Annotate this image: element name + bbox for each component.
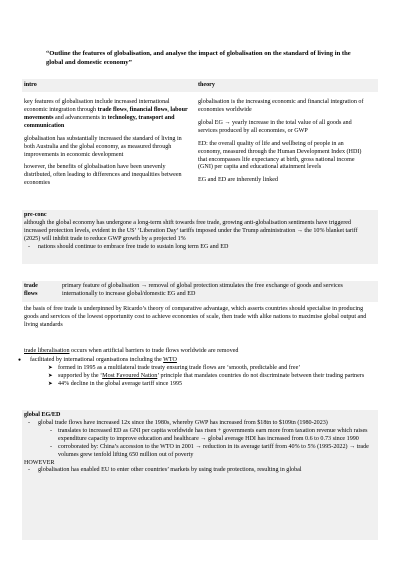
essay-question: “Outline the features of globalisation, and analyse the impact of globalisation on the standard of living in the global and domestic economy” xyxy=(46,50,351,66)
theory-paragraph-ed: ED: the overall quality of life and wellbeing of people in an economy, measured through the Human Development Index (HDI) that encompasses life expectancy at birth, gross national income (GNI) per capita and educational attainment levels xyxy=(198,140,362,171)
preconc-list-item: - nations should continue to embrace free trade to sustain long term EG and ED xyxy=(24,244,374,252)
however-label: HOWEVER xyxy=(24,459,55,466)
global-eg-item-eu: - globalisation has enabled EU to enter other countries’ markets by using trade protections, resulting in global xyxy=(24,467,374,475)
global-eg-sub-china: - corroborated by: China’s accession to the WTO in 2001 → reduction in its average tariff from 40% to 5% (1995-2022) → trade volumes grew tenfold lifting 650 million out of poverty xyxy=(0,444,374,460)
global-eg-item-trade: - global trade flows have increased 12x since the 1980s, whereby GWP has increased from $18tn to $109tn (1980-2023) xyxy=(24,420,374,428)
wto-bullet: ● facilitated by international organisations including the WTO xyxy=(0,357,374,365)
trade-flows-heading: trade flows xyxy=(24,283,38,297)
trade-liberalisation-section xyxy=(24,348,374,389)
global-eg-list xyxy=(24,420,374,428)
global-eg-list-2 xyxy=(24,467,374,475)
preconc-heading: pre-conc xyxy=(24,212,47,218)
wto-detail-tariff: ➤ 44% decline in the global average tariff since 1995 xyxy=(0,381,374,389)
theory-heading: theory xyxy=(198,82,215,88)
trade-flows-summary: primary feature of globalisation → removal of global protection stimulates the free exchange of goods and services internationally to increase global/domestic EG and ED xyxy=(62,283,343,297)
theory-paragraph-eg: global EG → yearly increase in the total value of all goods and services produced by all economies, or GWP xyxy=(198,119,352,134)
global-eg-heading: global EG/ED xyxy=(24,412,61,418)
preconc-section xyxy=(24,212,374,252)
wto-detail-mfn: ➤ supported by the ‘Most Favoured Nation’ principle that mandates countries do not discriminate between their trading partners xyxy=(0,373,374,381)
intro-column xyxy=(24,99,189,193)
wto-detail-formed: ➤ formed in 1995 as a multilateral trade treaty ensuring trade flows are ‘smooth, predictable and free’ xyxy=(0,365,374,373)
theory-column xyxy=(198,99,368,190)
trade-flows-basis: the basis of free trade is underpinned by Ricardo’s theory of comparative advantage, which asserts countries should specialise in producing goods and services of the lowest opportunity cost to achieve economies of scale, then trade with alike nations to maximise global output and living standards xyxy=(24,306,367,328)
preconc-text: although the global economy has undergone a long-term shift towards free trade, growing anti-globalisation sentiments have triggered increased protection levels, evident in the US’ ‘Liberation Day’ tariffs imposed under the Trump administration → the 10% blanket tariff (2025) will inhibit trade to reduce GWP growth by a projected 1% xyxy=(24,219,358,242)
global-eg-section xyxy=(24,412,374,475)
trade-liberalisation-line: trade liberalisation occurs when artificial barriers to trade flows worldwide are removed xyxy=(24,348,239,354)
theory-paragraph-definition: globalisation is the increasing economic and financial integration of economies worldwide xyxy=(198,99,364,113)
intro-paragraph-however: however, the benefits of globalisation have been unevenly distributed, often leading to differences and inequalities between economies xyxy=(24,164,182,187)
preconc-list xyxy=(24,244,374,252)
theory-paragraph-linked: EG and ED are inherently linked xyxy=(198,177,279,184)
intro-paragraph-features: key features of globalisation include increased international economic integration through trade flows, financial flows, labour movements and advancements in technology, transport and communication xyxy=(24,99,188,129)
intro-heading: intro xyxy=(24,82,37,88)
intro-paragraph-standard: globalisation has substantially increased the standard of living in both Australia and the global economy, as measured through improvements in economic development xyxy=(24,135,182,158)
global-eg-sub-ed: - translates to increased ED as GNI per capita worldwide has risen + governments earn more from taxation revenue which raises expenditure capacity to improve education and healthcare → global average HDI has increased from 0.6 to 0.73 since 1990 xyxy=(0,428,374,444)
